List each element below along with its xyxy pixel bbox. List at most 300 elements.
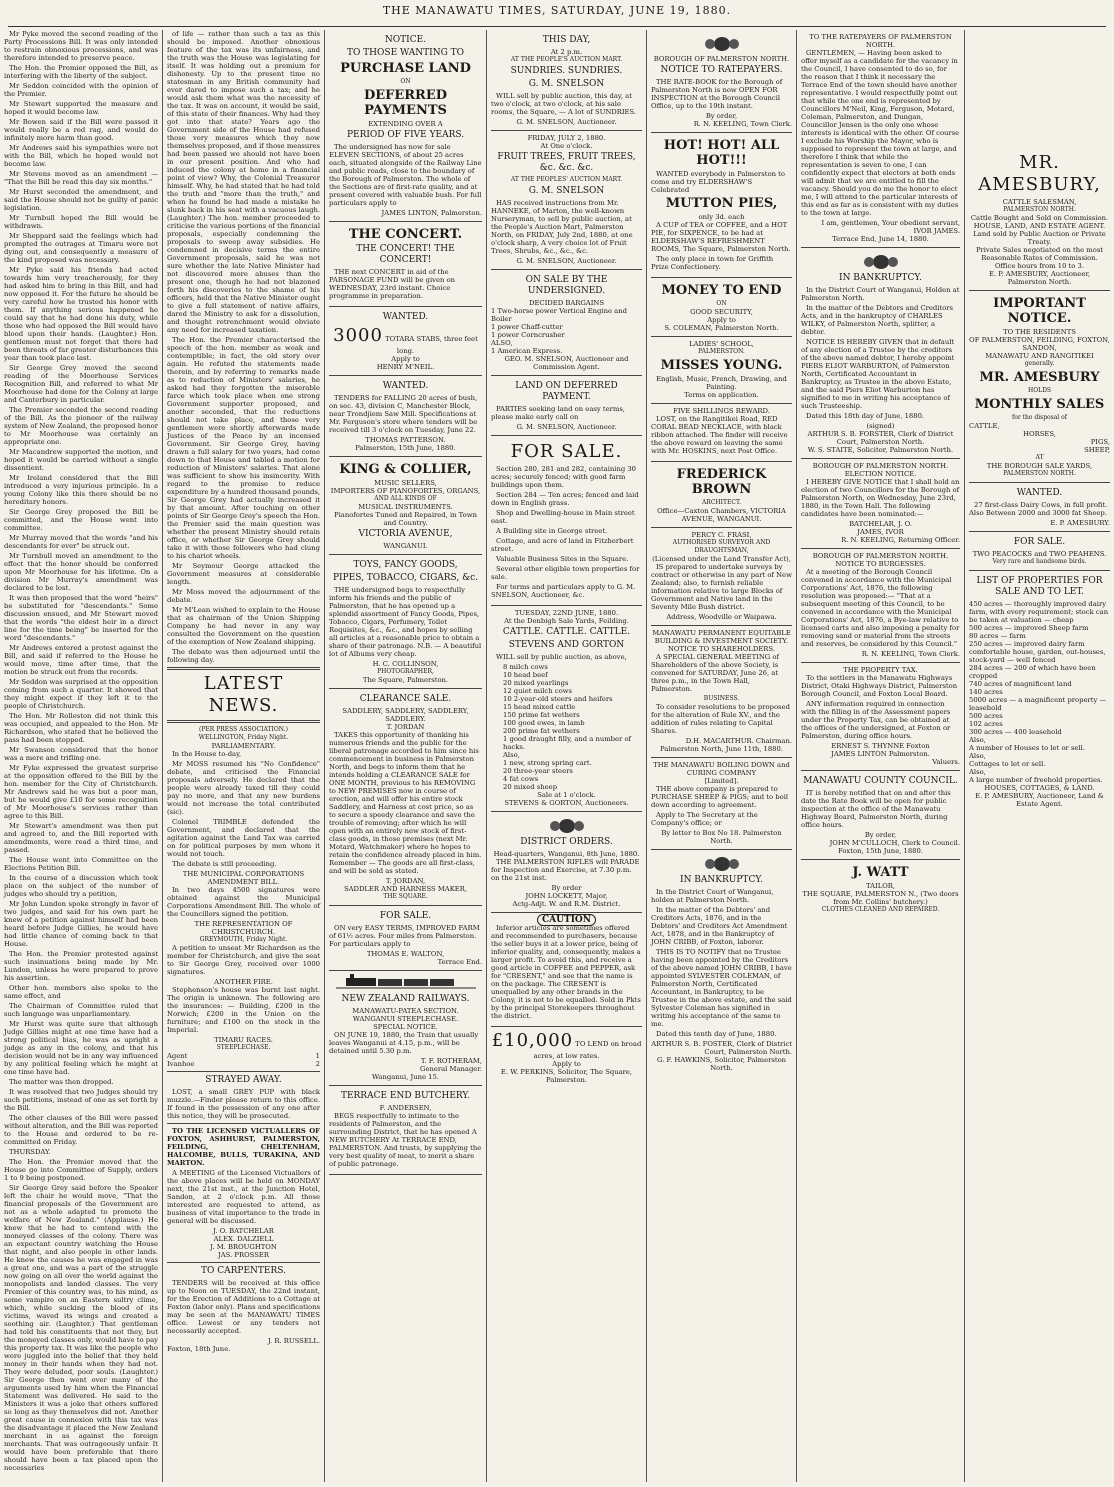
caution-badge: CAUTION — [537, 914, 596, 926]
ad-title: CLEARANCE SALE. — [359, 694, 452, 704]
ad-subtitle: CATTLE. CATTLE. CATTLE. — [502, 627, 631, 637]
royal-crest-icon — [547, 817, 587, 835]
royal-crest-icon — [861, 253, 901, 271]
signer-name: J. M. BROUGHTON — [210, 1243, 277, 1251]
ad-line: PALMERSTON NORTH. — [1003, 470, 1076, 477]
wellington-dateline: WELLINGTON, Friday Night. — [198, 734, 289, 741]
article-paragraph: The Premier seconded the second reading of the Bill. As the pioneer of the railway system of New Zealand, the proposed honor to Mr Moorhouse was certainly an appropriate one. — [4, 406, 158, 446]
ad-toys — [329, 555, 482, 689]
ad-tenders — [329, 376, 482, 457]
ad-sign: IVOR JAMES. — [913, 227, 960, 235]
ad-line: Office hours from 10 to 3. — [994, 262, 1085, 270]
ad-line: MANAWATU AND RANGITIKEI — [985, 352, 1094, 360]
ad-sign: ARTHUR S. B. FORSTER, Clerk of District Court, Palmerston North. — [807, 430, 954, 446]
ad-body: At a meeting of the Borough Council convened in accordance with the Municipal Corporations' Act, 1876, the following resolution was proposed:— "That at a subsequent meeting of this Council, to be convened in accordance with the Municipal Corporations' Act, 1876, a Bye-law relative to licensed carts and also imposing a penalty for removing sand or material from the streets and reserves, be considered by this Council." — [801, 568, 960, 648]
ad-name: F. ANDERSEN, — [379, 1104, 432, 1112]
ad-mutton-pies — [651, 133, 792, 278]
ad-title: FOR SALE. — [1013, 537, 1066, 547]
article-paragraph: Mr Hurst was quite sure that although Judge Gillies might at one time have had a strong political bias, he was as upright a judge as any in the colony, and that his decision would not be in any way influenced by any political feeling which he might at one time have had. — [4, 1020, 158, 1076]
article-paragraph: Mr Stewart's amendment was then put and agreed to, and the Bill reported with amendments, were read a third time, and passed. — [4, 822, 158, 854]
carpenters-date: Foxton, 18th June. — [167, 1345, 231, 1353]
article-paragraph: Mr MOSS resumed his "No Confidence" debate, and criticised the Financial proposals adversely. He declared that the people were already taxed till they could pay no more, and that any new burdens would not increase the total contributed (sic). — [167, 760, 320, 816]
ad-for-sale-properties — [491, 436, 642, 606]
ad-subtitle: SADDLERY, SADDLERY, SADDLERY, SADDLERY. — [342, 707, 469, 723]
ad-body: THE undersigned begs to respectfully inform his friends and the public of Palmerston, that he has opened up a splendid assortment of Fancy Goods, Pipes, Tobacco, Cigars, Perfumery, Toilet Requisites, &c., &c., and hopes by selling all articles at a reasonable price to obtain a share of their patronage. N.B. — A beautiful lot of Albums very cheap. — [329, 586, 482, 658]
parliamentary-paras — [167, 750, 320, 868]
train-icon — [336, 974, 476, 990]
ad-title: FRIDAY, JULY 2, 1880. — [527, 134, 606, 142]
ad-line: CLOTHES CLEANED AND REPAIRED. — [821, 906, 940, 913]
column-4 — [486, 30, 646, 1482]
valuer-list — [801, 742, 960, 758]
ad-architect — [651, 462, 792, 528]
ad-fruit-trees — [491, 131, 642, 270]
ad-sign: G. M. SNELSON, Auctioneer. — [516, 118, 617, 126]
list-item: Section 284 — Ten acres; fenced and laid down in English grass. — [491, 491, 639, 507]
ad-sign: JOHN M'CULLOCH, Clerk to Council. — [829, 839, 960, 847]
ad-sign: G. M. SNELSON, Auctioneer. — [516, 257, 617, 265]
ad-sign: PHOTOGRAPHER, — [377, 668, 434, 675]
ad-building-society — [651, 626, 792, 758]
ad-line: IMPORTERS OF PIANOFORTES, ORGANS, — [330, 487, 481, 495]
article-paragraph: The other clauses of the Bill were passed without alteration, and the Bill was reported to the House and ordered to be re-committed on Friday. — [4, 1114, 158, 1146]
ad-title: MANAWATU COUNTY COUNCIL. — [803, 776, 958, 786]
ad-subtitle: FRUIT TREES, FRUIT TREES, &c. &c. &c. — [497, 152, 636, 173]
ad-body: LOST, on the Rangitikei Road, RED CORAL BEAD NECKLACE, with black ribbon attached. The finder will receive the above reward on leaving the same with Mr. HOSKINS, next Post Office. — [651, 415, 788, 455]
ad-line: Land sold by Public Auction or Private Treaty. — [973, 230, 1106, 246]
ad-body: Dated this tenth day of June, 1880. — [656, 1030, 777, 1038]
ad-body: 27 first-class Dairy Cows, in full profit. Also Between 2000 and 3000 fat Sheep. — [969, 501, 1108, 517]
ad-election — [801, 459, 960, 549]
ad-line: ARCHITECT. — [701, 499, 742, 506]
ad-title: FOR SALE. — [379, 911, 432, 921]
ad-line: AT THE PEOPLE'S AUCTION MART. — [510, 56, 623, 63]
ad-title: LADIES' SCHOOL, — [689, 340, 754, 348]
ad-sign: E. P. AMESBURY. — [1050, 519, 1110, 527]
ad-king-collier — [329, 457, 482, 555]
ad-line: (Licensed under the Land Transfer Act), — [652, 555, 791, 563]
ad-title: TERRACE END BUTCHERY. — [340, 1091, 471, 1101]
article-paragraph: Mr Pyke said his friends had acted towards him very treacherously, for they had asked him to bring in this Bill, and had now opposed it. For the future he should be very careful how he trusted his honor with them. If anything serious happened he could say that he had done his duty, while those who had opposed the Bill would have blood upon their hands. (Laughter.) Hon. gentlemen must not forget that there had been threats of far greater disturbances this year than took place last. — [4, 266, 158, 362]
ad-sign: T. JORDAN, — [385, 877, 426, 885]
article-paragraph: Mr M'Lean wished to explain to the House that as chairman of the Union Shipping Company he had never in any way consulted the Government on the question of the exemption of New Zealand shipping. — [167, 606, 320, 646]
ad-line: CATTLE SALESMAN, — [1002, 198, 1077, 206]
ad-district-orders — [491, 812, 642, 913]
licensed-text: A MEETING of the Licensed Victuallers of the above places will be held on MONDAY next, the 21st inst., at the Junction Hotel, Sandon, at 2 o'clock p.m. All those interested are requested to attend, as business of vital importance to the trade in general will be discussed. — [167, 1169, 320, 1225]
list-item: 4 fat cows — [503, 775, 539, 783]
lend-text: TO LEND on broad acres, at low rates. — [533, 1040, 642, 1060]
ad-subtitle: HOUSES, COTTAGES, & LAND. — [984, 784, 1095, 792]
ad-line: At 2 p.m. — [550, 48, 583, 56]
list-item: 450 acres — thoroughly improved dairy farm, with every requirement; stock can be taken at valuation — cheap — [969, 600, 1109, 624]
list-item: 200 prime fat wethers — [503, 727, 580, 735]
ad-subtitle: NOTICE TO RATEPAYERS. — [660, 65, 783, 75]
licensed-signers — [167, 1227, 320, 1259]
carpenters-head: TO CARPENTERS. — [201, 1266, 286, 1276]
ad-line: EXTENDING OVER A — [368, 120, 443, 128]
ad-name: STEVENS AND GORTON — [508, 640, 625, 650]
ad-title: NEW ZEALAND RAILWAYS. — [341, 994, 470, 1004]
article-paragraph: Mr Seddon was surprised at the opposition coming from such a quarter. It showed that they might expect if they left it to the people of Christchurch. — [4, 678, 158, 710]
article-paragraph: In the House to-day, — [172, 750, 242, 758]
ad-line: Cattle Bought and Sold on Commission. — [970, 214, 1109, 222]
ad-body: ON JUNE 19, 1880, the Train that usually leaves Wanganui at 4.15, p.m., will be detained until 5.30 p.m. — [329, 1031, 479, 1055]
article-paragraph: Mr Turnbull moved an amendment to the effect that the honor should be conferred upon Mr Moorhouse for his lifetime. On a division Mr Murray's amendment was declared to be lost. — [4, 552, 158, 592]
ad-title: MANAWATU PERMANENT EQUITABLE BUILDING & INVESTMENT SOCIETY. — [652, 629, 791, 645]
ad-totara — [329, 307, 482, 376]
article-paragraph: It was resolved that two Judges should try such petitions, instead of one as set forth by the Bill. — [4, 1088, 158, 1112]
article-paragraph: Mr Sheppard said the feelings which had prompted the outrages at Timaru were not dying out, and consequently a measure of the kind proposed was necessary. — [4, 232, 158, 264]
ad-title: LIST OF PROPERTIES FOR SALE AND TO LET. — [976, 576, 1103, 597]
ad-title: TUESDAY, 22ND JUNE, 1880. — [514, 609, 619, 617]
steeplechase-head: STEEPLECHASE. — [216, 1044, 271, 1051]
ad-title: IMPORTANT NOTICE. — [993, 296, 1086, 326]
ad-title: DISTRICT ORDERS. — [520, 837, 613, 847]
article-paragraph: Mr John Lundon spoke strongly in favor of two judges, and said for his own part he knew of a petition against himself had been heard before Judge Gillies, he would have had little chance of coming back to that House. — [4, 900, 158, 948]
race-row — [167, 1060, 320, 1068]
ad-body: THE PALMERSTON RIFLES will PARADE for Inspection and Exercise, at 7.30 p.m. on the 21st inst. — [491, 858, 640, 882]
ad-line: At the Denbigh Sale Yards, Feilding. — [504, 617, 629, 625]
debate-continuation — [167, 30, 320, 664]
ad-body: To the settlers in the Manawatu Highways District, Otaki Highways District, Palmerston Borough Council, and Foxton Local Board. — [801, 674, 958, 698]
list-item: Also, — [969, 768, 986, 776]
christchurch-dateline: GREYMOUTH, Friday Night. — [199, 936, 288, 943]
royal-crest-icon — [702, 35, 742, 53]
list-item: Also, — [503, 751, 520, 759]
list-item: 20 mixed yearlings — [503, 679, 569, 687]
ad-line: I am, gentlemen, Your obedient servant, — [821, 219, 960, 227]
ad-line: HOUSE, LAND, AND ESTATE AGENT. — [973, 222, 1106, 230]
article-paragraph: Sir George Grey proposed the Bill be committed, and the House went into committee. — [4, 508, 158, 532]
ad-title: BOROUGH OF PALMERSTON NORTH. — [812, 462, 949, 470]
ad-sign: JAMES LINTON, Palmerston. — [381, 209, 482, 217]
ad-title: FIVE SHILLINGS REWARD. — [673, 407, 770, 415]
ad-line: PERIOD OF FIVE YEARS. — [346, 130, 465, 140]
ad-date: Palmerston North, June 11th, 1880. — [660, 745, 783, 753]
column-5 — [646, 30, 796, 1482]
ad-body: WANTED everybody in Palmerston to come and try ELDERSHAW'S Celebrated — [651, 170, 785, 194]
article-paragraph: Mr Seymour George attacked the Government measures at considerable length. — [167, 562, 320, 586]
ad-title: BOROUGH OF PALMERSTON NORTH. — [812, 552, 949, 560]
list-item: Section 280, 281 and 282, containing 30 acres; securely fenced; with good farm buildings upon them. — [491, 465, 637, 489]
article-paragraph: Sir George Grey moved the second reading of the Moorhouse Services Recognition Bill, and referred to what Mr Moorhouse had done for the Colony at large and Canterbury in particular. — [4, 364, 158, 404]
totara-number: 3000 — [333, 325, 383, 346]
ad-line: Private Sales negotiated on the most Reasonable Rates of Commission. — [975, 246, 1104, 262]
ad-body: Apply to The Secretary at the Company's office; or — [651, 811, 758, 827]
ad-title: LAND ON DEFERRED PAYMENT. — [515, 381, 618, 402]
ad-line: CATTLE, — [969, 422, 1000, 430]
ad-sign: ARTHUR S. B. FOSTER, Clerk of District Court, Palmerston North. — [651, 1040, 792, 1056]
race-place: 1 — [315, 1052, 320, 1060]
ad-line: Very rare and handsome birds. — [992, 558, 1087, 565]
ad-line: ON — [716, 300, 727, 307]
ad-subtitle: DECIDED BARGAINS — [529, 299, 604, 307]
ad-body: In the matter of the Debtors and Creditors Acts, and in the bankruptcy of CHARLES WILKY, of Palmerston North, splitter, a debtor. — [801, 304, 954, 336]
list-item: Cottage, and acre of land in Fitzherbert street. — [491, 537, 634, 553]
ad-subtitle: SPECIAL NOTICE. — [373, 1023, 438, 1031]
ad-title: MR. AMESBURY, — [978, 152, 1101, 195]
ad-sign: HENRY M'NEIL. — [376, 363, 435, 371]
property-list — [969, 600, 1110, 784]
ad-body: WILL sell by public auction, as above, — [496, 653, 627, 661]
list-item: 1 new, strong spring cart. — [503, 759, 592, 767]
ad-subtitle: MUTTON PIES, — [665, 196, 778, 211]
article-paragraph: The debate is still proceeding. — [172, 860, 277, 868]
ad-body: ANY information required in connection with the filling in of the Assessment papers under the Property Tax, can be obtained at the offices of the undersigned, at Foxton or Palmerston, during office hours. — [801, 700, 951, 740]
ad-body: Dated this 18th day of June, 1880. — [806, 412, 925, 420]
article-paragraph: The House went into Committee on the Elections Petition Bill. — [4, 856, 158, 872]
list-item: A Building site in George street. — [496, 527, 608, 535]
ad-line: HORSES, — [1023, 430, 1056, 438]
ad-line: Head-quarters, Wanganui, 8th June, 1880. — [493, 850, 640, 858]
list-item: 300 acres — 400 leasehold — [969, 728, 1062, 736]
list-item: 5000 acres — a magnificent property — leasehold — [969, 696, 1107, 712]
ad-important-notice — [969, 291, 1110, 483]
ad-line: AUTHORISED SURVEYOR AND DRAUGHTSMAN, — [672, 539, 771, 554]
ad-line: AND ALL KINDS OF — [374, 495, 437, 502]
ad-body: ON very EASY TERMS, IMPROVED FARM of 61½ acres. Four miles from Palmerston. For particulars apply to — [329, 924, 480, 948]
ad-line: TO THE RESIDENTS — [1003, 328, 1076, 336]
ad-subtitle: MANAWATU-PATEA SECTION. — [352, 1007, 459, 1015]
ad-line: VICTORIA AVENUE, — [358, 529, 453, 539]
ad-sign: The Square, Palmerston. — [362, 676, 449, 684]
lend-amount: £10,000 — [491, 1030, 574, 1051]
ad-bankruptcy-wilky — [801, 248, 960, 459]
ad-line: Pianofortes Tuned and Repaired, in Town and Country. — [334, 511, 477, 527]
ad-sign: Terrace End. — [437, 958, 482, 966]
race-row — [167, 1052, 320, 1060]
article-paragraph: Mr Pyke moved the second reading of the Party Processions Bill. It was only intended to restrain obnoxious processions, and was therefore intended to preserve peace. — [4, 30, 158, 62]
list-item: 284 acres — 200 of which have been cropped — [969, 664, 1096, 680]
ad-sign: E. P. AMESBURY, Auctioneer, Land & Estate Agent. — [975, 792, 1104, 808]
valuer-name: ERNEST S. THYNNE Foxton — [831, 742, 930, 750]
article-paragraph: The debate was then adjourned until the following day. — [167, 648, 320, 664]
valuer-name: JAMES LINTON Palmerston. — [831, 750, 930, 758]
ad-line: (signed) — [866, 422, 895, 430]
ad-title: BOROUGH OF PALMERSTON NORTH. — [653, 55, 790, 63]
ad-property-tax — [801, 663, 960, 771]
ad-body: IS prepared to undertake surveys by contract or otherwise in any part of New Zealand; also, to furnish reliable information relative to large Blocks of Government and Native land in the Seventy Mile Bush district. — [651, 563, 792, 611]
article-paragraph: The Hon. the Premier opposed the Bill, as interfering with the liberty of the subject. — [4, 64, 158, 80]
ad-date: Foxton, 15th June, 1880. — [838, 847, 923, 855]
ad-sign: THE SQUARE. — [383, 893, 428, 900]
list-item: 140 acres — [969, 688, 1003, 696]
ad-line: By letter to Box No 18. Palmerston North. — [661, 829, 782, 845]
parliament-report — [4, 30, 158, 1472]
ad-sign: G. F. HAWKINS, Solicitor, Palmerston North. — [656, 1056, 787, 1072]
article-paragraph: The Hon. the Premier protested against such insinuations being made by Mr. Lundon, unless he were prepared to prove his assertion. — [4, 950, 158, 982]
ad-line: PIGS, — [1090, 438, 1110, 446]
christchurch-para: A petition to unseat Mr Richardson as the member for Christchurch, and give the seat to Sir George Grey, received over 1000 signatures. — [167, 944, 320, 976]
list-item: Cottages to let or sell. — [969, 760, 1046, 768]
race-place: 2 — [315, 1060, 320, 1068]
ad-ivor-james — [801, 30, 960, 248]
ad-body: TENDERS for FALLING 20 acres of bush, on sec. 43, division C, Manchester Block, near Trondjiem Saw Mill. Specifications at Mr. Ferguson's store where tenders will be received till 3 o'clock on Tuesday, June 22. — [329, 394, 478, 434]
ad-body: Inferior articles are sometimes offered and recommended to purchasers, because the seller buys it at a lower price, being of inferior quality, and, consequently, makes a larger profit. To avoid this, and receive a good article in COFFEE and PEPPER, ask for "CRESENT," and see that the name is on the package. The CRESENT is unequalled by any other brands in the Colony, it is not to be equalled. Sold in Pkts by the principal Storekeepers throughout the district. — [491, 924, 641, 1020]
column-2 — [162, 30, 324, 1482]
column-3 — [324, 30, 486, 1482]
ad-boiling-down — [651, 758, 792, 850]
timaru-head: TIMARU RACES. — [214, 1036, 273, 1044]
ad-line: WANGANUI. — [383, 542, 428, 550]
ad-body: In the District Court of Wanganui, holden at Palmerston North. — [651, 888, 774, 904]
ad-line: By order — [551, 884, 582, 892]
ad-body: English, Music, French, Drawing, and Painting. — [656, 375, 787, 391]
ad-sign: E. W. PERKINS, Solicitor, The Square, Palmerston. — [500, 1068, 633, 1084]
ad-farm-for-sale — [329, 906, 482, 971]
ad-butchery — [329, 1086, 482, 1175]
ad-sign: THOMAS PATTERSON. — [365, 436, 446, 444]
ad-body: THIS IS TO NOTIFY that no Trustee having been appointed by the Creditors of the above named JOHN CRIBB, I have appointed SYLVESTER COLEMAN, of Palmerston North, Certificated Accountant, in Bankruptcy, to be Trustee in the above estate, and the said Sylvester Coleman has signified in writing his acceptance of the same to me. — [651, 948, 792, 1028]
ad-sign: H. C. COLLINSON, — [372, 660, 439, 668]
ad-sign: D.H. MACARTHUR. Chairman. — [685, 737, 792, 745]
ad-sign: R. N. KEELING, Returning Officer. — [841, 536, 960, 544]
ad-sign: W. S. STAITE, Solicitor, Palmerston North. — [807, 446, 954, 454]
ad-title: J. WATT — [852, 865, 909, 880]
ad-line: By order, — [705, 112, 738, 120]
ad-line: for the disposal of — [1012, 414, 1067, 421]
article-paragraph: Mr Moss moved the adjournment of the debate. — [167, 588, 320, 604]
article-paragraph: Mr Swanson considered that the honor was a mere and trifling one. — [4, 746, 158, 762]
ad-body: GENTLEMEN, — Having been asked to offer myself as a candidate for the vacancy in the Council, I have consented to do so, for the reason that I think it necessary the Terrace End of the town should have another representative. I would respectfully point out that while the one end is represented by Councillors M'Neil, King, Ferguson, Motard, Coleman, Palmerston, and Dungan, Councillor Jensen is the only one whose interests is identical with the other. Of course I exclude his Worship the Mayor, who is supposed to represent the town at large, and therefore I think that while the representation is seven to one, I can confidently expect that electors at both ends will admit that we are entitled to fill the vacancy. Should you do me the honor to elect me, I will attend to the particular interests of this end as far as is consistent with my duties to the town at large. — [801, 49, 960, 217]
article-paragraph: The Hon. the Premier moved that the House go into Committee of Supply, orders 1 to 9 being postponed. — [4, 1158, 158, 1182]
list-item: 740 acres of magnificent land — [969, 680, 1072, 688]
ad-line: OF PALMERSTON, FEILDING, FOXTON, SANDON, — [969, 336, 1110, 352]
ad-line: SHEEP, — [1084, 446, 1110, 454]
list-item: Also, — [969, 736, 986, 744]
ad-sign: GEO. M. SNELSON, Auctioneer and Commission Agent. — [504, 355, 629, 371]
ad-county-council — [801, 771, 960, 860]
ad-apply: Apply to — [552, 1060, 581, 1068]
ad-line: DEFERRED PAYMENTS — [363, 88, 448, 118]
ad-subtitle: THE BOROUGH SALE YARDS, — [986, 462, 1093, 470]
municipal-head: THE MUNICIPAL CORPORATIONS AMENDMENT BILL. — [182, 870, 305, 886]
ad-body: A CUP of TEA or COFFEE, and a HOT PIE, for SIXPENCE, to be had at ELDERSHAW'S REFRESHMENT ROOMS, The Square, Palmerston North. — [651, 221, 791, 253]
royal-crest-icon — [702, 855, 742, 873]
ad-line: MUSIC SELLERS, — [374, 479, 437, 487]
masthead: THE MANAWATU TIMES, SATURDAY, JUNE 19, 1880. — [8, 4, 1106, 27]
ad-body: In the District Court of Wanganui, Holden at Palmerston North. — [801, 286, 960, 302]
ad-line: PALMERSTON. — [698, 348, 745, 355]
ad-subtitle: MONTHLY SALES — [974, 397, 1105, 412]
list-item: 102 acres — [969, 720, 1003, 728]
ad-clearance — [329, 689, 482, 906]
article-paragraph: Mr Macandrew supported the motion, and hoped it would be carried without a single dissentient. — [4, 448, 158, 472]
ad-title: TO THE RATEPAYERS OF PALMERSTON NORTH. — [809, 33, 952, 49]
ad-line: only 3d. each — [698, 213, 745, 221]
article-paragraph: The Hon. Mr Rolleston did not think this was occupied, and appealed to the Hon. Mr Richardson, who stated that he believed the pass had been stopped. — [4, 712, 158, 744]
article-paragraph: Mr Hurst seconded the amendment, and said the House should not be guilty of panic legislation. — [4, 188, 158, 212]
ad-subtitle: MR. AMESBURY — [979, 370, 1100, 385]
list-item: For terms and particulars apply to G. M. SNELSON, Auctioneer, &c. — [491, 583, 636, 599]
signer-name: JAS. PROSSER — [218, 1251, 269, 1259]
ad-amesbury-agent — [969, 30, 1110, 291]
ad-sign: E. P. AMESBURY, Auctioneer, Palmerston North. — [988, 270, 1091, 286]
ad-bankruptcy-cribb — [651, 850, 792, 1076]
list-item: Also, — [969, 752, 986, 760]
ad-line: Valuers. — [932, 758, 960, 766]
ad-date: Terrace End, June 14, 1880. — [832, 235, 929, 243]
ad-line: THE SQUARE, PALMERSTON N., (Two doors from Mr. Collins' butchery.) — [802, 890, 959, 906]
ad-body: IT is hereby notified that on and after this date the Rate Book will be open for public inspection at the office of the Manawatu Highway Board, Palmerston North, during office hours. — [801, 789, 951, 829]
ad-title: THE CONCERT. — [348, 227, 463, 242]
list-item: 15 head mixed cattle — [503, 703, 576, 711]
fire-head: ANOTHER FIRE. — [214, 978, 273, 986]
ad-sign: JOHN LOCKETT, Major, — [525, 892, 608, 900]
ad-line: MUSICAL INSTRUMENTS. — [358, 503, 453, 511]
ad-apply: Apply to — [391, 355, 420, 363]
article-paragraph: Mr Andrews said his sympathies were not with the Bill, which he hoped would not become law. — [4, 144, 158, 168]
ad-title: HOT! HOT! ALL HOT!!! — [663, 138, 780, 168]
list-item: 20 three-year steers — [503, 767, 573, 775]
list-item: 1 Two-horse power Vertical Engine and Boiler — [491, 307, 627, 323]
ad-subtitle: ELECTION NOTICE. — [844, 470, 917, 478]
list-item: A large number of freehold properties. — [969, 776, 1103, 784]
ad-body: WILL sell by public auction, this day, at two o'clock, at two o'clock, at his sale rooms, the Square, — A lot of SUNDRIES. — [491, 92, 637, 116]
ad-title: ON SALE BY THE UNDERSIGNED. — [525, 275, 608, 296]
list-item: Valuable Business Sites in the Square. — [496, 555, 629, 563]
article-paragraph: THURSDAY. — [9, 1148, 51, 1156]
candidate-name: BATCHELAR, J. O. — [849, 520, 912, 528]
ad-sign: T. F. ROTHERAM, — [420, 1057, 482, 1065]
ad-subtitle: WANGANUI STEEPLECHASE. — [352, 1015, 459, 1023]
ad-line: AT THE PEOPLES' AUCTION MART. — [510, 176, 623, 183]
bargain-list — [491, 307, 642, 355]
ad-deferred-payments — [329, 30, 482, 222]
ad-body: PARTIES seeking land on easy terms, please make early call on — [491, 405, 625, 421]
ad-reward — [651, 404, 792, 462]
stock-list — [491, 663, 642, 791]
ad-sign: R. N. KEELING, Town Clerk. — [693, 120, 792, 128]
ad-sundries — [491, 30, 642, 131]
ad-line: At One o'clock. — [540, 142, 593, 150]
ad-body: TAKES this opportunity of thanking his numerous friends and the public for the liberal patronage accorded to him since his commencement in business in Palmerston North, and begs to inform them that he intends holding a CLEARANCE SALE for ONE MONTH, previous to his REMOVING to NEW PREMISES now in course of erection, and will offer his entire stock Saddlery, and Harness at cost price, so as to secure a speedy clearance and save the trouble of removing; after which he will open with an entirely new stock of first-class goods, in those premises (next Mr. Motard, Watchmaker) where he hopes to retain the confidence already placed in him. Remember — The goods are all first-class, and will be sold as stated. — [329, 731, 482, 875]
list-item: ALSO, — [491, 339, 513, 347]
ad-caution — [491, 913, 642, 1027]
article-paragraph: Mr Murray moved that the words "and his descendants for ever" be struck out. — [4, 534, 158, 550]
municipal-para: In two days 4500 signatures were obtained against the Municipal Corporations Amendment Bill. The whole of the Councillors signed the petition. — [167, 886, 320, 918]
ad-money-to-lend — [651, 278, 792, 337]
ad-title: THE PROPERTY TAX. — [843, 666, 918, 674]
horse-name: Ivanhoe — [167, 1060, 195, 1068]
ad-title: PERCY C. FRASI, — [691, 531, 752, 539]
article-paragraph: Mr Bowen said if the Bill were passed it would really be a red rag, and would do infinitely more harm than good. — [4, 118, 158, 142]
ad-line: [Limited]. — [704, 777, 739, 785]
latest-news-title: LATEST NEWS. — [203, 673, 284, 716]
ad-body: The only place in town for Griffith Prize Confectionery. — [651, 255, 774, 271]
article-paragraph: The Hon. the Premier characterised the speech of the hon. member as weak and contemptible; in fact, the old story over again. He refuted the statements made therein, and by referring to remarks made as to reduction of Ministers' salaries, he asked had they forgotten the miserable farce which took place when one strong Government supporter proposed, and another seconded, that the reductions should not take place, and those very gentlemen were shortly afterwards made Justices of the Peace by an incensed Government. Sir George Grey, having drawn a full salary for two years, had come down to that House and tabled a motion for reduction of Ministers' salaries. That alone was sufficient to show his insincerity. With regard to the promise to reduce expenditure by a hundred thousand pounds, Sir George Grey had actually increased it by that amount. After touching on other points of Sir George Grey's speech the Hon. the Premier said the main question was whether the present Ministry should retain office, or whether Sir George Grey should take it with those followers who had clung to his chariot wheels. — [167, 336, 320, 560]
ad-line: AT — [1035, 454, 1044, 461]
ad-sign: STEVENS & GORTON, Auctioneers. — [504, 799, 629, 807]
ad-title: IN BANKRUPTCY. — [680, 875, 763, 885]
ad-sign: General Manager. — [420, 1065, 482, 1073]
ad-cattle-sale — [491, 606, 642, 812]
column-6 — [796, 30, 964, 1482]
ad-title: IN BANKRUPTCY. — [839, 273, 922, 283]
list-item: 20 mixed sheep — [503, 783, 558, 791]
ad-line: TAILOR, — [865, 882, 896, 890]
ad-title: KING & COLLIER, — [339, 462, 472, 477]
strayed-text: LOST, a small GREY PUP with black muzzle.—Finder please return to this office. If found in the possession of any one after this notice, they will be prosecuted. — [167, 1088, 320, 1120]
article-paragraph: It was then proposed that the word "heirs" be substituted for "descendants." Some discussion ensued, and Mr Stewart moved that the words "the eldest heir in a direct line for the time being" be inserted for the word "descendants." — [4, 594, 158, 642]
ad-title: THIS DAY, — [542, 35, 591, 45]
carpenters-text: TENDERS will be received at this office up to Noon on TUESDAY, the 22nd instant, for the Erection of Additions to a Cottage at Foxton (labor only). Plans and specifications may be seen at the MANAWATU TIMES office. Lowest or any tenders not necessarily accepted. — [167, 1279, 320, 1335]
article-paragraph: Colonel TRIMBLE defended the Government, and declared that the agitation against the Land Tax was carried on for political purposes by men whom it would not touch. — [167, 818, 320, 858]
column-7 — [964, 30, 1114, 1482]
article-paragraph: In the course of a discussion which took place on the subject of the number of judges who should try a petition, — [4, 874, 158, 898]
ad-line: PALMERSTON NORTH. — [1003, 206, 1076, 213]
article-paragraph: Sir George Grey said before the Speaker left the chair he would move, "That the financial proposals of the Government are not as a whole adapted to promote the welfare of New Zealand." (Applause.) He knew that he had to contend with the moneyed classes of the colony. There was an expectant country watching the House that night, and also people in other lands. He knew the causes he was engaged in was a great one, and was a part of the struggle now going on all over the world against the monopolists and landed classes. The very Premier of this country was, to his mind, as some vampire on an Eastern sultry clime, which, while sucking the blood of its victims, waved its wings and created a soothing air. (Laughter.) That gentleman had told his constituents that not they, but the moneyed classes only, would have to pay this property tax. It was like the people who were juggled into the belief that they held money in their hands when they had not. They were deluded, poor souls. (Laughter.) Sir George then went over many of the arguments used by him when the Financial Statement was delivered. He said to the Ministers it was a joke that others suffered so long as they themselves did not. Another great cause in connexion with this tax was the disadvantage it placed the New Zealand merchant in as against the foreign merchants. That was outrageously unfair. It would have been preferable that there should have been a tax placed upon the necessaries — [4, 1184, 158, 1472]
